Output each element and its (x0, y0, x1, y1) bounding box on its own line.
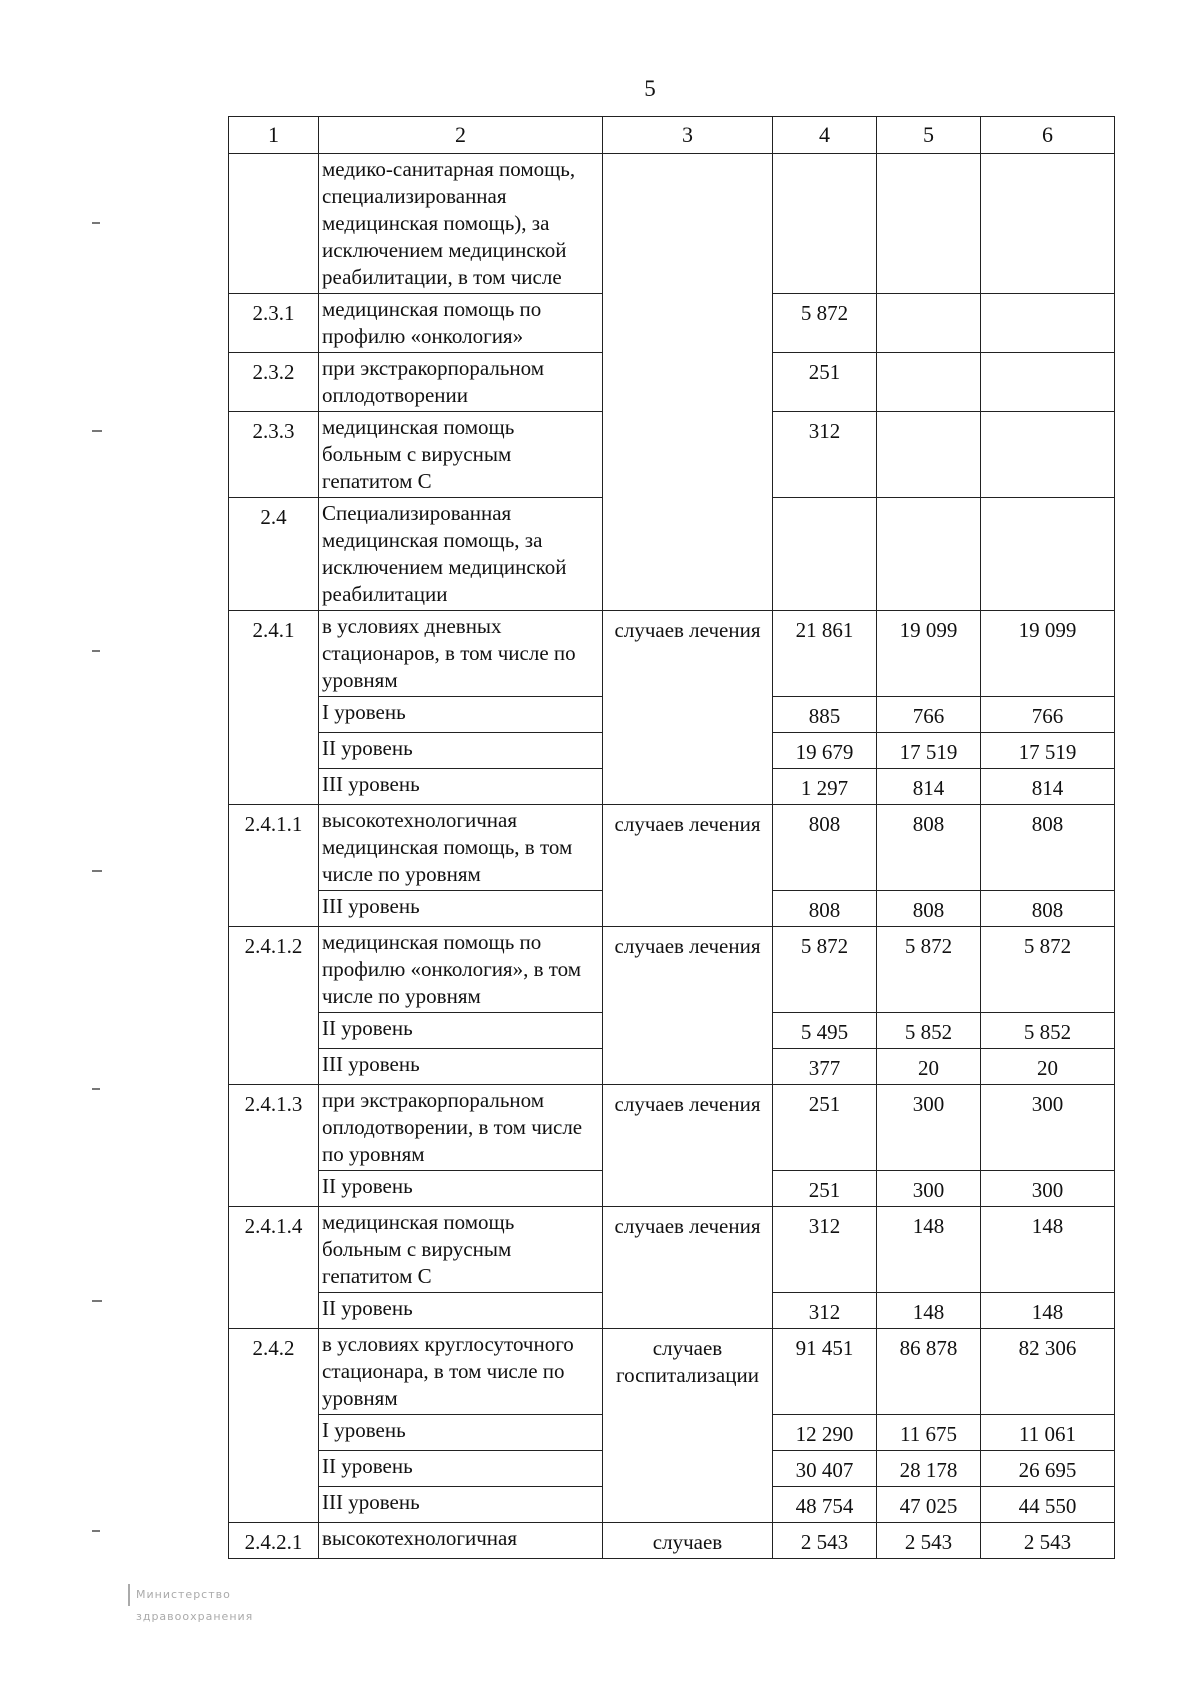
row-number-cell: 2.4.1.1 (229, 805, 319, 927)
value-cell-col5: 19 099 (877, 611, 981, 697)
value-cell-col4 (773, 498, 877, 611)
value-cell-col4: 30 407 (773, 1451, 877, 1487)
table-row (229, 1085, 1115, 1171)
header-cell: 6 (981, 117, 1115, 154)
scan-mark (92, 1088, 100, 1090)
description-cell: медицинская помощь по профилю «онкология», в том числе по уровням (319, 927, 603, 1013)
description-cell: при экстракорпоральном оплодотворении (319, 353, 603, 412)
value-cell-col6: 808 (981, 891, 1115, 927)
value-cell-col4 (773, 154, 877, 294)
description-cell: II уровень (319, 1451, 603, 1487)
value-cell-col5: 300 (877, 1171, 981, 1207)
description-cell: III уровень (319, 891, 603, 927)
value-cell-col4: 91 451 (773, 1329, 877, 1415)
row-number-cell: 2.4 (229, 498, 319, 611)
value-cell-col6: 26 695 (981, 1451, 1115, 1487)
value-cell-col6 (981, 412, 1115, 498)
scan-mark (92, 1530, 100, 1532)
value-cell-col5: 86 878 (877, 1329, 981, 1415)
description-cell: Специализированная медицинская помощь, за исключением медицинской реабилитации (319, 498, 603, 611)
value-cell-col4: 5 872 (773, 927, 877, 1013)
value-cell-col4: 377 (773, 1049, 877, 1085)
page-number: 5 (644, 76, 656, 101)
value-cell-col6: 766 (981, 697, 1115, 733)
header-cell: 5 (877, 117, 981, 154)
unit-cell: случаев лечения (603, 611, 773, 805)
value-cell-col5: 300 (877, 1085, 981, 1171)
value-cell-col4: 2 543 (773, 1523, 877, 1559)
value-cell-col6 (981, 294, 1115, 353)
value-cell-col5 (877, 412, 981, 498)
value-cell-col6: 17 519 (981, 733, 1115, 769)
description-cell: I уровень (319, 697, 603, 733)
unit-cell: случаев лечения (603, 1085, 773, 1207)
value-cell-col4: 5 495 (773, 1013, 877, 1049)
unit-cell: случаев (603, 1523, 773, 1559)
value-cell-col5: 148 (877, 1207, 981, 1293)
scan-mark (92, 1300, 102, 1302)
unit-cell: случаев лечения (603, 1207, 773, 1329)
description-cell: в условиях круглосуточного стационара, в том числе по уровням (319, 1329, 603, 1415)
value-cell-col6: 44 550 (981, 1487, 1115, 1523)
description-cell: II уровень (319, 1013, 603, 1049)
value-cell-col4: 251 (773, 353, 877, 412)
value-cell-col4: 251 (773, 1085, 877, 1171)
value-cell-col5: 5 872 (877, 927, 981, 1013)
scan-mark (92, 222, 100, 224)
value-cell-col4: 885 (773, 697, 877, 733)
value-cell-col5: 28 178 (877, 1451, 981, 1487)
value-cell-col6: 148 (981, 1293, 1115, 1329)
row-number-cell: 2.4.1.2 (229, 927, 319, 1085)
description-cell: высокотехнологичная медицинская помощь, в том числе по уровням (319, 805, 603, 891)
value-cell-col6: 2 543 (981, 1523, 1115, 1559)
value-cell-col4: 19 679 (773, 733, 877, 769)
value-cell-col5: 11 675 (877, 1415, 981, 1451)
scan-mark (92, 650, 100, 652)
description-cell: медико-санитарная помощь, специализированная медицинская помощь), за исключением медицинской реабилитации, в том числе (319, 154, 603, 294)
value-cell-col5 (877, 294, 981, 353)
value-cell-col6: 82 306 (981, 1329, 1115, 1415)
header-cell: 3 (603, 117, 773, 154)
value-cell-col5: 808 (877, 891, 981, 927)
header-cell: 1 (229, 117, 319, 154)
value-cell-col5: 148 (877, 1293, 981, 1329)
value-cell-col6: 148 (981, 1207, 1115, 1293)
unit-cell: случаев лечения (603, 927, 773, 1085)
value-cell-col6: 5 872 (981, 927, 1115, 1013)
value-cell-col6: 11 061 (981, 1415, 1115, 1451)
row-number-cell: 2.4.1.4 (229, 1207, 319, 1329)
description-cell: высокотехнологичная (319, 1523, 603, 1559)
value-cell-col6: 300 (981, 1171, 1115, 1207)
row-number-cell: 2.3.2 (229, 353, 319, 412)
row-number-cell: 2.3.1 (229, 294, 319, 353)
description-cell: II уровень (319, 1293, 603, 1329)
table-row (229, 927, 1115, 1013)
description-cell: III уровень (319, 1049, 603, 1085)
table-row (229, 1207, 1115, 1293)
description-cell: медицинская помощь больным с вирусным гепатитом С (319, 412, 603, 498)
row-number-cell: 2.3.3 (229, 412, 319, 498)
row-number-cell: 2.4.2.1 (229, 1523, 319, 1559)
value-cell-col6: 300 (981, 1085, 1115, 1171)
stamp-watermark: Министерство здравоохранения (128, 1584, 346, 1606)
description-cell: медицинская помощь по профилю «онкология» (319, 294, 603, 353)
value-cell-col6 (981, 498, 1115, 611)
scan-mark (92, 430, 102, 432)
row-number-cell (229, 154, 319, 294)
row-number-cell: 2.4.2 (229, 1329, 319, 1523)
value-cell-col4: 251 (773, 1171, 877, 1207)
row-number-cell: 2.4.1 (229, 611, 319, 805)
table-row (229, 611, 1115, 697)
table-row (229, 805, 1115, 891)
value-cell-col5: 2 543 (877, 1523, 981, 1559)
table-row (229, 154, 1115, 294)
value-cell-col5: 17 519 (877, 733, 981, 769)
value-cell-col4: 808 (773, 891, 877, 927)
value-cell-col4: 312 (773, 1293, 877, 1329)
value-cell-col5: 766 (877, 697, 981, 733)
unit-cell (603, 154, 773, 611)
value-cell-col4: 312 (773, 412, 877, 498)
value-cell-col5: 47 025 (877, 1487, 981, 1523)
data-table (228, 116, 1115, 1559)
value-cell-col5: 814 (877, 769, 981, 805)
description-cell: III уровень (319, 769, 603, 805)
description-cell: III уровень (319, 1487, 603, 1523)
value-cell-col6 (981, 353, 1115, 412)
unit-cell: случаев госпитализации (603, 1329, 773, 1523)
value-cell-col5: 5 852 (877, 1013, 981, 1049)
description-cell: II уровень (319, 733, 603, 769)
value-cell-col5 (877, 498, 981, 611)
unit-cell: случаев лечения (603, 805, 773, 927)
description-cell: при экстракорпоральном оплодотворении, в том числе по уровням (319, 1085, 603, 1171)
value-cell-col6: 20 (981, 1049, 1115, 1085)
value-cell-col5 (877, 154, 981, 294)
table-row (229, 1523, 1115, 1559)
value-cell-col4: 21 861 (773, 611, 877, 697)
value-cell-col4: 312 (773, 1207, 877, 1293)
description-cell: в условиях дневных стационаров, в том числе по уровням (319, 611, 603, 697)
value-cell-col4: 48 754 (773, 1487, 877, 1523)
value-cell-col4: 12 290 (773, 1415, 877, 1451)
value-cell-col4: 808 (773, 805, 877, 891)
value-cell-col4: 1 297 (773, 769, 877, 805)
table-row (229, 1329, 1115, 1415)
value-cell-col4: 5 872 (773, 294, 877, 353)
value-cell-col6: 814 (981, 769, 1115, 805)
description-cell: I уровень (319, 1415, 603, 1451)
row-number-cell: 2.4.1.3 (229, 1085, 319, 1207)
value-cell-col5 (877, 353, 981, 412)
value-cell-col5: 20 (877, 1049, 981, 1085)
value-cell-col6: 19 099 (981, 611, 1115, 697)
table-header-row (229, 117, 1115, 154)
value-cell-col6 (981, 154, 1115, 294)
header-cell: 2 (319, 117, 603, 154)
value-cell-col6: 808 (981, 805, 1115, 891)
value-cell-col6: 5 852 (981, 1013, 1115, 1049)
header-cell: 4 (773, 117, 877, 154)
description-cell: II уровень (319, 1171, 603, 1207)
value-cell-col5: 808 (877, 805, 981, 891)
scan-mark (92, 870, 102, 872)
description-cell: медицинская помощь больным с вирусным гепатитом С (319, 1207, 603, 1293)
